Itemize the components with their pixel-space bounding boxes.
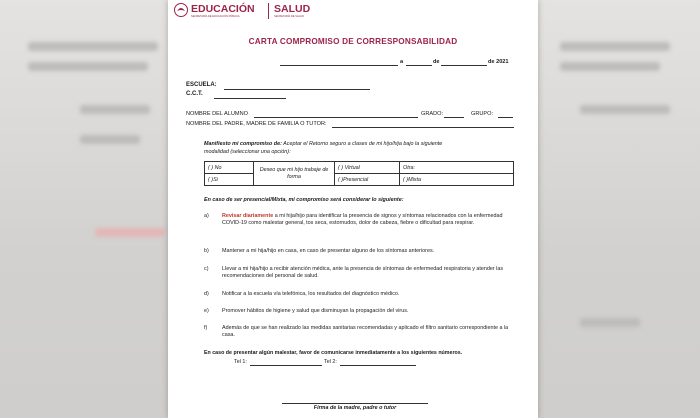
grado-label: GRADO: [421, 111, 444, 117]
item-body: a mi hija/hijo para identificar la presencia de signos y síntomas relacionados con la enfermedad COVID-19 como malestar general, tos seca, estornudos, dolor de cabeza, fiebre o dificultad para respirar. [222, 213, 503, 226]
tel1-line[interactable] [250, 365, 322, 366]
cct-label: C.C.T. [186, 91, 203, 97]
page-title: CARTA COMPROMISO DE CORRESPONSABILIDAD [248, 37, 458, 46]
blur-strip [580, 105, 670, 114]
item-text [222, 213, 514, 226]
tel2-label: Tel 2: [324, 359, 337, 365]
item-text: Notificar a la escuela vía telefónica, los resultados del diagnóstico médico. [222, 291, 400, 297]
item-letter: a) [204, 213, 209, 219]
escuela-line[interactable] [224, 89, 370, 90]
case-intro: En caso de ser presencial/Mixta, mi compromiso será considerar lo siguiente: [204, 197, 404, 203]
option-no[interactable]: ( ) No [205, 162, 254, 174]
item-letter: c) [204, 266, 209, 272]
blur-strip [28, 42, 158, 51]
brand-second: SALUD [274, 3, 311, 15]
item-letter: b) [204, 248, 209, 254]
grado-line[interactable] [444, 117, 464, 118]
malestar-text: En caso de presentar algún malestar, favor de comunicarse inmediatamente a los siguientes números. [204, 350, 463, 356]
option-si[interactable]: ( )Si [205, 174, 254, 186]
brand-sub: SECRETARÍA DE EDUCACIÓN PÚBLICA [191, 15, 240, 18]
alumno-label: NOMBRE DEL ALUMNO [186, 111, 248, 117]
item-text: Promover hábitos de higiene y salud que disminuyan la propagación del virus. [222, 308, 409, 314]
item-letter: d) [204, 291, 209, 297]
grupo-line[interactable] [498, 117, 513, 118]
manifest-bold: Manifiesto mi compromiso de: [204, 141, 282, 147]
document-page [168, 0, 538, 418]
item-highlight: Revisar diariamente [222, 213, 274, 219]
option-otra[interactable]: Otra: [400, 162, 514, 174]
logo-divider [268, 3, 269, 19]
modality-table [204, 161, 514, 186]
date-year: de 2021 [488, 59, 509, 65]
blur-strip [580, 318, 640, 327]
blur-strip [560, 62, 660, 71]
blur-strip [80, 105, 150, 114]
signature-label: Firma de la madre, padre o tutor [313, 405, 397, 411]
option-desea: Deseo que mi hijo trabaje de forma [254, 162, 335, 186]
cct-line[interactable] [214, 98, 286, 99]
blur-strip [28, 62, 148, 71]
eagle-icon [174, 2, 188, 18]
item-text: Llevar a mi hija/hijo a recibir atención médica, ante la presencia de síntomas de enfermedad respiratoria y atender las recomendaciones del personal de salud. [222, 266, 504, 279]
day-line [406, 65, 432, 66]
item-text: Además de que se han realizado las medidas sanitarias recomendadas y aplicado el filtro sanitario correspondiente a la casa. [222, 325, 509, 338]
item-letter: f) [204, 325, 208, 331]
padre-line[interactable] [332, 127, 514, 128]
option-virtual[interactable]: ( ) Virtual [335, 162, 400, 174]
manifest-line1 [204, 141, 442, 147]
manifest-line2: modalidad (seleccionar una opción): [204, 149, 291, 155]
option-presencial[interactable]: ( )Presencial [335, 174, 400, 186]
place-line [280, 65, 398, 66]
brand-second-sub: SECRETARÍA DE SALUD [274, 15, 304, 18]
option-mixta[interactable]: ( )Mixta [400, 174, 514, 186]
grupo-label: GRUPO: [471, 111, 494, 117]
escuela-label: ESCUELA: [186, 82, 217, 88]
manifest-rest: Aceptar el Retorno seguro a clases de mi hijo/hija bajo la siguiente [281, 141, 443, 147]
padre-label: NOMBRE DEL PADRE, MADRE DE FAMILIA O TUTOR: [186, 121, 327, 127]
date-a: a [400, 59, 404, 65]
alumno-line[interactable] [254, 117, 418, 118]
brand-main: EDUCACIÓN [191, 3, 255, 15]
blur-strip [560, 42, 670, 51]
item-text: Mantener a mi hija/hijo en casa, en caso de presentar alguno de los síntomas anteriores. [222, 248, 435, 254]
month-line [441, 65, 487, 66]
date-de: de [433, 59, 440, 65]
blur-strip [95, 228, 165, 237]
tel2-line[interactable] [340, 365, 416, 366]
blur-strip [80, 135, 140, 144]
tel1-label: Tel 1: [234, 359, 247, 365]
item-letter: e) [204, 308, 209, 314]
signature-line[interactable] [282, 403, 428, 404]
